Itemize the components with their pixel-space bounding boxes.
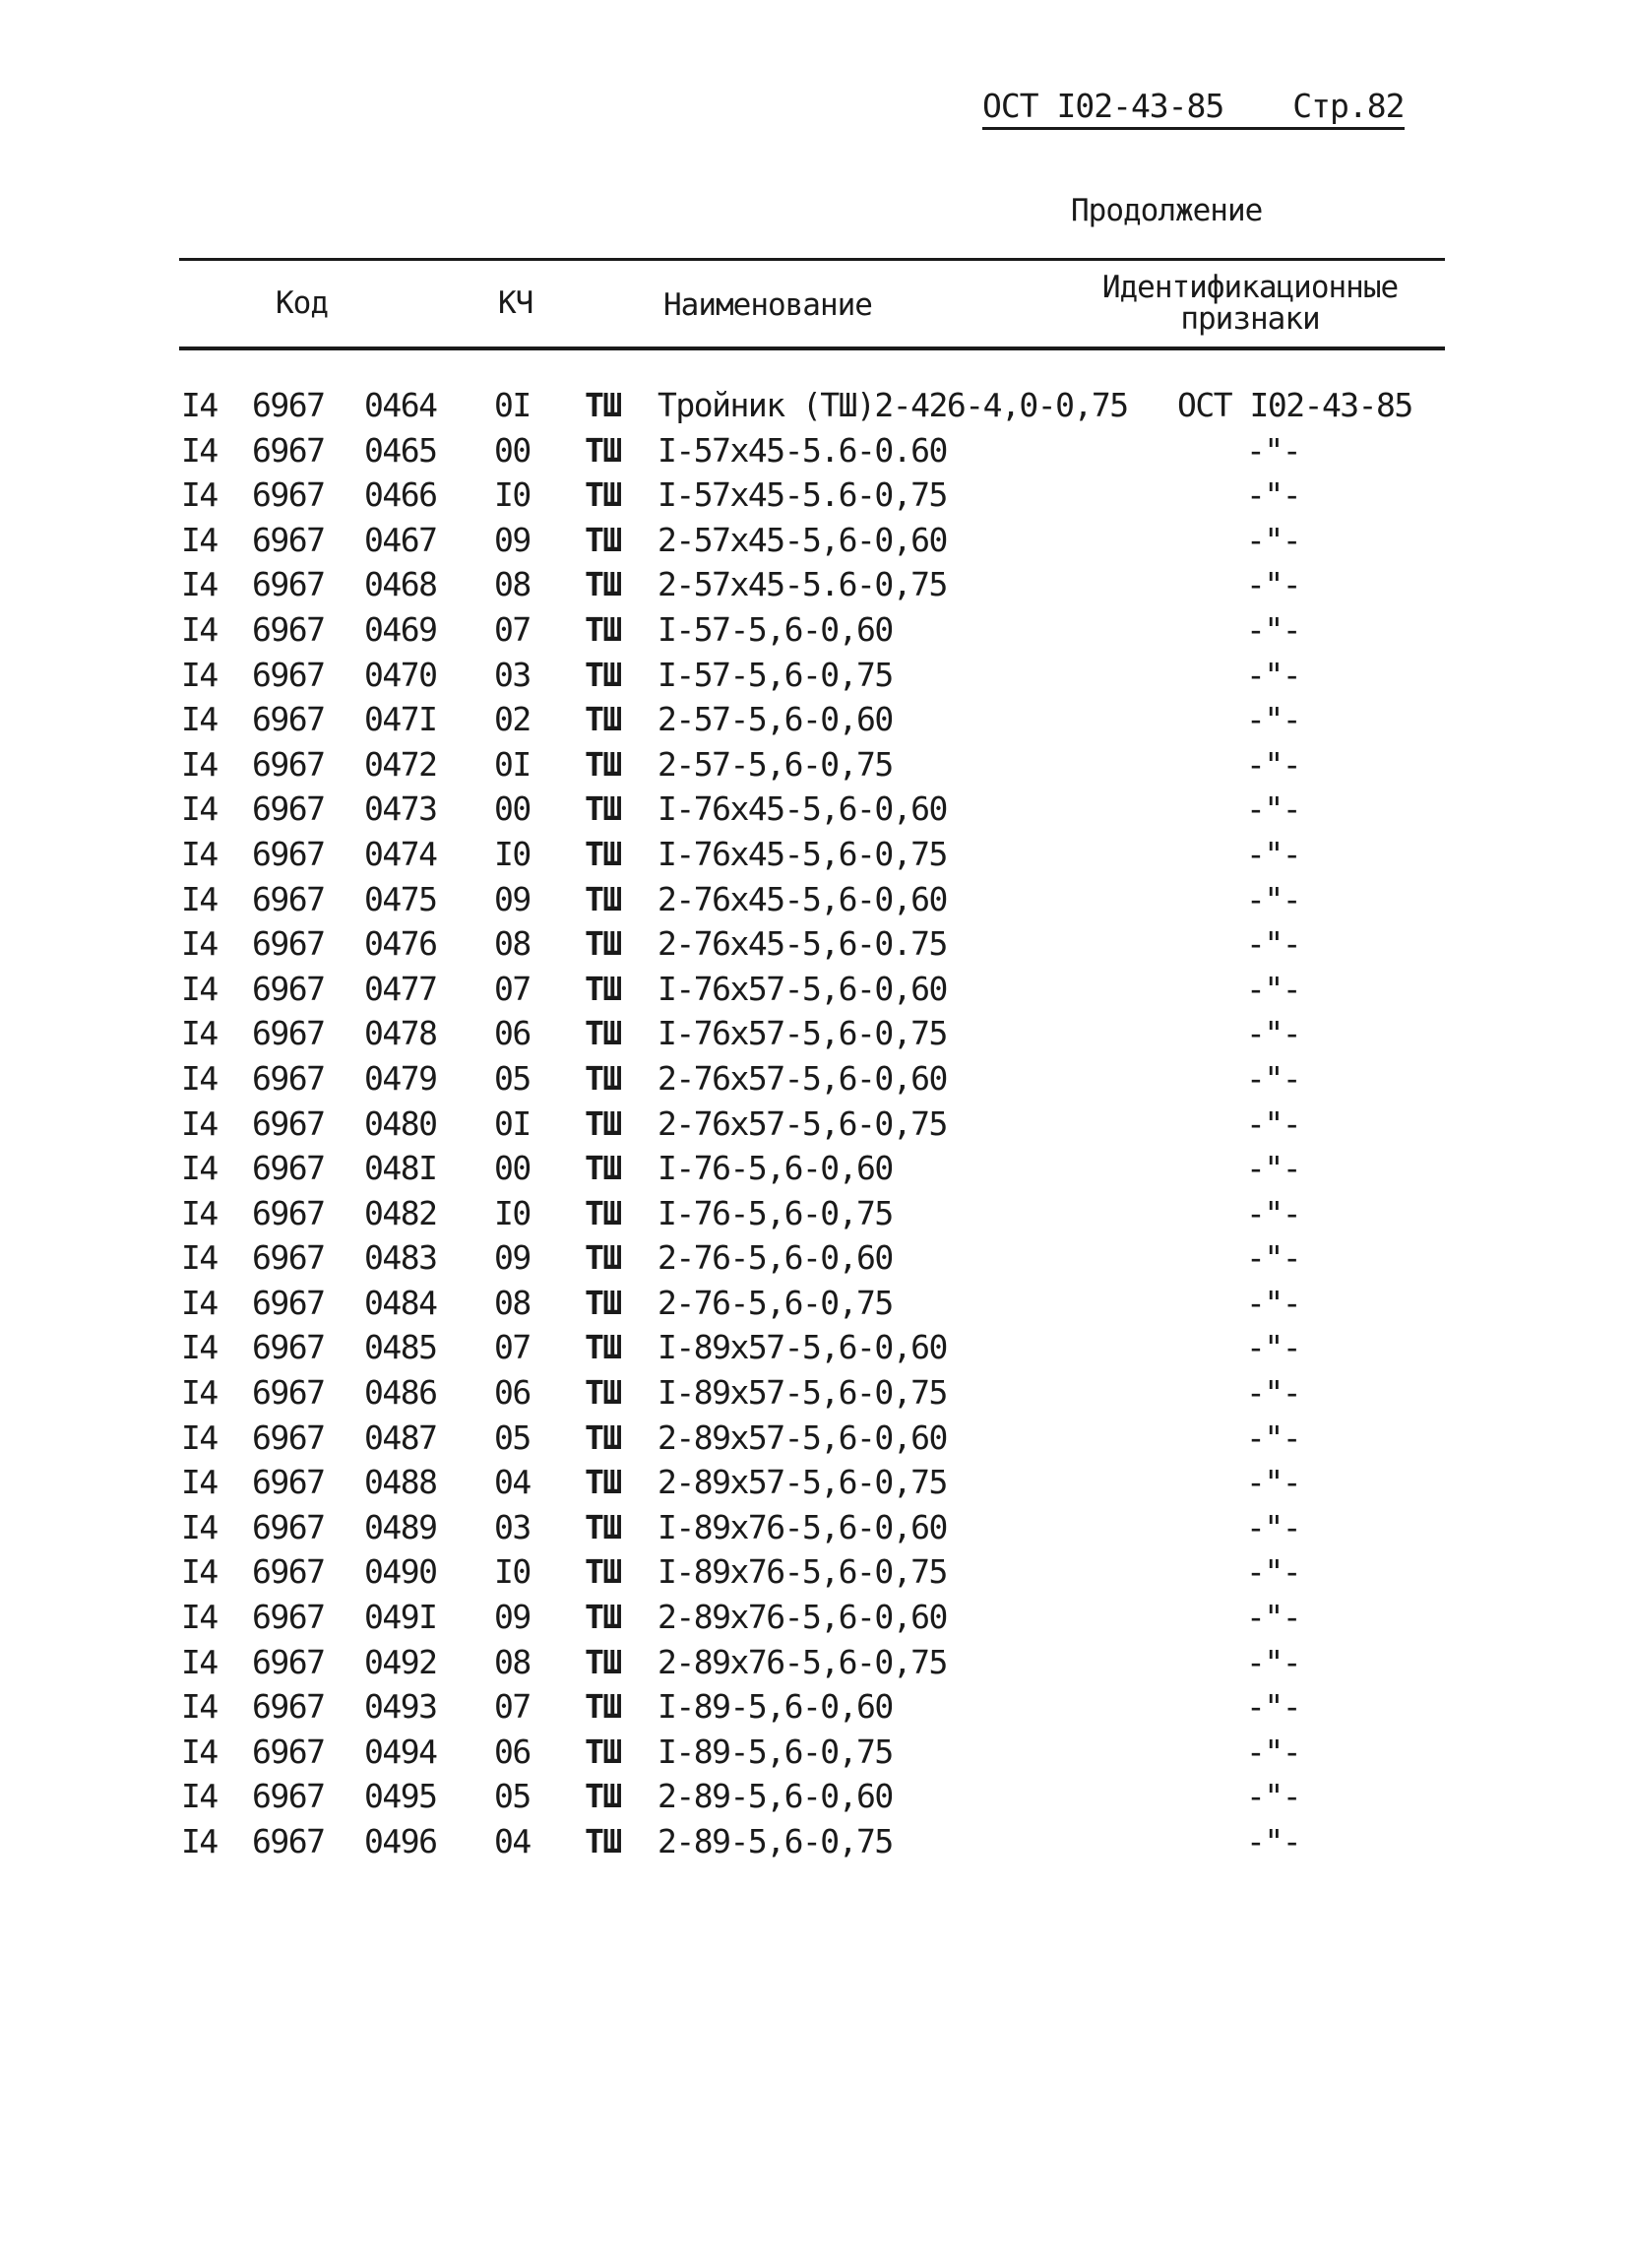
code-part-3: 0485: [364, 1328, 437, 1367]
table-row: [0, 745, 1628, 790]
item-name: 2-57-5,6-0,75: [657, 744, 893, 784]
table-row: [0, 475, 1628, 521]
kch-value: 00: [494, 430, 531, 470]
item-name: I-89-5,6-0,75: [657, 1732, 893, 1771]
column-header-ident-line2: признаки: [1180, 301, 1320, 337]
table-header-rule: [179, 346, 1445, 350]
code-part-1: I4: [181, 1149, 218, 1188]
item-name: I-57x45-5.6-0,75: [657, 475, 947, 515]
kch-value: 00: [494, 789, 531, 829]
table-row: [0, 1643, 1628, 1688]
ident-value: -"-: [1246, 1058, 1301, 1098]
kch-value: 00: [494, 1149, 531, 1188]
type-mark: ТШ: [585, 924, 621, 964]
code-part-3: 0490: [364, 1552, 437, 1592]
ident-value: -"-: [1246, 1732, 1301, 1771]
type-mark: ТШ: [585, 1328, 621, 1367]
item-name: 2-76-5,6-0,75: [657, 1283, 893, 1322]
code-part-3: 0467: [364, 520, 437, 559]
type-mark: ТШ: [585, 1642, 621, 1681]
code-part-2: 6967: [252, 1149, 325, 1188]
code-part-3: 0489: [364, 1507, 437, 1546]
kch-value: 0I: [494, 386, 531, 424]
code-part-2: 6967: [252, 1642, 325, 1681]
kch-value: 05: [494, 1777, 531, 1816]
table-row: [0, 565, 1628, 610]
ident-value: -"-: [1246, 1507, 1301, 1546]
ident-value: -"-: [1246, 879, 1301, 918]
kch-value: I0: [494, 475, 531, 515]
code-part-1: I4: [181, 520, 218, 559]
item-name: 2-76x57-5,6-0,60: [657, 1058, 947, 1098]
ident-value: ОСТ I02-43-85: [1177, 386, 1412, 424]
table-row: [0, 1822, 1628, 1867]
kch-value: 08: [494, 1283, 531, 1322]
type-mark: ТШ: [585, 1418, 621, 1457]
ident-value: -"-: [1246, 1418, 1301, 1457]
type-mark: ТШ: [585, 1822, 621, 1860]
code-part-1: I4: [181, 1238, 218, 1278]
ident-value: -"-: [1246, 1463, 1301, 1502]
ident-value: -"-: [1246, 1687, 1301, 1727]
ident-value: -"-: [1246, 744, 1301, 784]
ident-value: -"-: [1246, 1238, 1301, 1278]
ident-value: -"-: [1246, 655, 1301, 694]
kch-value: 03: [494, 655, 531, 694]
code-part-3: 047I: [364, 700, 437, 739]
type-mark: ТШ: [585, 789, 621, 829]
column-header-code: Код: [276, 285, 328, 321]
code-part-2: 6967: [252, 1283, 325, 1322]
code-part-1: I4: [181, 1463, 218, 1502]
table-row: [0, 1059, 1628, 1104]
page-number: Стр.82: [1292, 87, 1405, 125]
table-row: [0, 1238, 1628, 1284]
type-mark: ТШ: [585, 700, 621, 739]
code-part-3: 0488: [364, 1463, 437, 1502]
table-row: [0, 1687, 1628, 1732]
item-name: I-76x57-5,6-0,75: [657, 1014, 947, 1053]
kch-value: 06: [494, 1373, 531, 1413]
code-part-1: I4: [181, 1058, 218, 1098]
ident-value: -"-: [1246, 1822, 1301, 1860]
ident-value: -"-: [1246, 1193, 1301, 1232]
code-part-1: I4: [181, 834, 218, 873]
type-mark: ТШ: [585, 969, 621, 1008]
code-part-3: 0484: [364, 1283, 437, 1322]
table-top-rule: [179, 258, 1445, 261]
code-part-2: 6967: [252, 1687, 325, 1727]
code-part-1: I4: [181, 1193, 218, 1232]
ident-value: -"-: [1246, 969, 1301, 1008]
code-part-2: 6967: [252, 1238, 325, 1278]
ident-value: -"-: [1246, 1103, 1301, 1143]
item-name: I-76-5,6-0,75: [657, 1193, 893, 1232]
item-name: I-76x45-5,6-0,75: [657, 834, 947, 873]
item-name: 2-89-5,6-0,60: [657, 1777, 893, 1816]
code-part-1: I4: [181, 1328, 218, 1367]
code-part-3: 0479: [364, 1058, 437, 1098]
code-part-1: I4: [181, 1777, 218, 1816]
item-name: I-76x45-5,6-0,60: [657, 789, 947, 829]
type-mark: ТШ: [585, 520, 621, 559]
code-part-1: I4: [181, 1283, 218, 1322]
code-part-3: 0483: [364, 1238, 437, 1278]
code-part-3: 049I: [364, 1598, 437, 1637]
code-part-1: I4: [181, 475, 218, 515]
ident-value: -"-: [1246, 1552, 1301, 1592]
ident-value: -"-: [1246, 1283, 1301, 1322]
code-part-3: 0469: [364, 609, 437, 649]
code-part-2: 6967: [252, 609, 325, 649]
table-row: [0, 970, 1628, 1015]
code-part-2: 6967: [252, 744, 325, 784]
code-part-2: 6967: [252, 1103, 325, 1143]
code-part-1: I4: [181, 1418, 218, 1457]
item-name: I-89x57-5,6-0,75: [657, 1373, 947, 1413]
code-part-3: 0494: [364, 1732, 437, 1771]
table-row: [0, 431, 1628, 476]
kch-value: 09: [494, 879, 531, 918]
ident-value: -"-: [1246, 789, 1301, 829]
kch-value: 07: [494, 1328, 531, 1367]
ident-value: -"-: [1246, 475, 1301, 515]
code-part-2: 6967: [252, 1507, 325, 1546]
type-mark: ТШ: [585, 609, 621, 649]
item-name: 2-76-5,6-0,60: [657, 1238, 893, 1278]
code-part-3: 0473: [364, 789, 437, 829]
code-part-1: I4: [181, 609, 218, 649]
table-row: [0, 1373, 1628, 1418]
code-part-2: 6967: [252, 386, 325, 424]
table-row: [0, 1284, 1628, 1329]
code-part-3: 0493: [364, 1687, 437, 1727]
type-mark: ТШ: [585, 1058, 621, 1098]
table-row: [0, 1552, 1628, 1598]
code-part-2: 6967: [252, 789, 325, 829]
column-header-name: Наименование: [663, 287, 872, 323]
kch-value: 09: [494, 1598, 531, 1637]
ident-value: -"-: [1246, 1777, 1301, 1816]
ident-value: -"-: [1246, 700, 1301, 739]
code-part-1: I4: [181, 430, 218, 470]
item-name: Тройник (ТШ)2-426-4,0-0,75: [657, 386, 1128, 424]
code-part-2: 6967: [252, 475, 325, 515]
table-row: [0, 835, 1628, 880]
item-name: 2-89x57-5,6-0,75: [657, 1463, 947, 1502]
continuation-label: Продолжение: [1071, 193, 1263, 228]
item-name: I-76x57-5,6-0,60: [657, 969, 947, 1008]
kch-value: 08: [494, 924, 531, 964]
type-mark: ТШ: [585, 1598, 621, 1637]
code-part-1: I4: [181, 386, 218, 424]
ident-value: -"-: [1246, 834, 1301, 873]
code-part-1: I4: [181, 565, 218, 604]
type-mark: ТШ: [585, 1463, 621, 1502]
ident-value: -"-: [1246, 565, 1301, 604]
type-mark: ТШ: [585, 1238, 621, 1278]
kch-value: 09: [494, 1238, 531, 1278]
code-part-2: 6967: [252, 700, 325, 739]
code-part-2: 6967: [252, 1328, 325, 1367]
code-part-1: I4: [181, 1552, 218, 1592]
item-name: 2-89x76-5,6-0,75: [657, 1642, 947, 1681]
code-part-2: 6967: [252, 969, 325, 1008]
table-row: [0, 1194, 1628, 1239]
table-row: [0, 924, 1628, 970]
type-mark: ТШ: [585, 655, 621, 694]
code-part-2: 6967: [252, 1598, 325, 1637]
code-part-1: I4: [181, 1507, 218, 1546]
type-mark: ТШ: [585, 475, 621, 515]
table-row: [0, 610, 1628, 656]
kch-value: I0: [494, 834, 531, 873]
column-header-kch: КЧ: [498, 285, 533, 321]
type-mark: ТШ: [585, 1014, 621, 1053]
table-row: [0, 656, 1628, 701]
table-row: [0, 1418, 1628, 1464]
item-name: I-89x76-5,6-0,75: [657, 1552, 947, 1592]
code-part-1: I4: [181, 1103, 218, 1143]
kch-value: 06: [494, 1732, 531, 1771]
kch-value: I0: [494, 1193, 531, 1232]
code-part-3: 0465: [364, 430, 437, 470]
code-part-3: 0480: [364, 1103, 437, 1143]
column-header-ident-line1: Идентификационные: [1101, 270, 1399, 305]
type-mark: ТШ: [585, 565, 621, 604]
table-row: [0, 1598, 1628, 1643]
kch-value: 06: [494, 1014, 531, 1053]
item-name: I-89-5,6-0,60: [657, 1687, 893, 1727]
type-mark: ТШ: [585, 1777, 621, 1816]
item-name: 2-76x57-5,6-0,75: [657, 1103, 947, 1143]
table-row: [0, 789, 1628, 835]
code-part-2: 6967: [252, 1058, 325, 1098]
code-part-2: 6967: [252, 1732, 325, 1771]
code-part-3: 0466: [364, 475, 437, 515]
ident-value: -"-: [1246, 924, 1301, 964]
code-part-1: I4: [181, 1598, 218, 1637]
code-part-2: 6967: [252, 1463, 325, 1502]
table-row: [0, 1508, 1628, 1553]
code-part-3: 0468: [364, 565, 437, 604]
code-part-3: 0478: [364, 1014, 437, 1053]
code-part-2: 6967: [252, 520, 325, 559]
ident-value: -"-: [1246, 609, 1301, 649]
ident-value: -"-: [1246, 520, 1301, 559]
item-name: I-57-5,6-0,60: [657, 609, 893, 649]
kch-value: 07: [494, 969, 531, 1008]
item-name: I-89x57-5,6-0,60: [657, 1328, 947, 1367]
code-part-3: 0496: [364, 1822, 437, 1860]
kch-value: I0: [494, 1552, 531, 1592]
code-part-3: 0475: [364, 879, 437, 918]
code-part-2: 6967: [252, 1193, 325, 1232]
item-name: 2-57x45-5.6-0,75: [657, 565, 947, 604]
code-part-1: I4: [181, 924, 218, 964]
item-name: I-57-5,6-0,75: [657, 655, 893, 694]
page-header: [982, 87, 1405, 130]
ident-value: -"-: [1246, 1149, 1301, 1188]
code-part-3: 0476: [364, 924, 437, 964]
kch-value: 08: [494, 565, 531, 604]
code-part-3: 0477: [364, 969, 437, 1008]
code-part-3: 0472: [364, 744, 437, 784]
type-mark: ТШ: [585, 879, 621, 918]
item-name: 2-89x57-5,6-0,60: [657, 1418, 947, 1457]
code-part-3: 0486: [364, 1373, 437, 1413]
code-part-1: I4: [181, 969, 218, 1008]
code-part-2: 6967: [252, 879, 325, 918]
item-name: I-76-5,6-0,60: [657, 1149, 893, 1188]
code-part-2: 6967: [252, 834, 325, 873]
code-part-1: I4: [181, 700, 218, 739]
code-part-2: 6967: [252, 1418, 325, 1457]
code-part-1: I4: [181, 1822, 218, 1860]
code-part-1: I4: [181, 879, 218, 918]
table-row: [0, 1777, 1628, 1822]
table-row: [0, 880, 1628, 925]
table-row: [0, 521, 1628, 566]
type-mark: ТШ: [585, 1373, 621, 1413]
code-part-3: 0474: [364, 834, 437, 873]
code-part-3: 0464: [364, 386, 437, 424]
column-header-ident: [1083, 272, 1417, 335]
item-name: 2-57x45-5,6-0,60: [657, 520, 947, 559]
kch-value: 09: [494, 520, 531, 559]
ident-value: -"-: [1246, 1373, 1301, 1413]
code-part-2: 6967: [252, 1014, 325, 1053]
code-part-1: I4: [181, 744, 218, 784]
ident-value: -"-: [1246, 1598, 1301, 1637]
item-name: I-89x76-5,6-0,60: [657, 1507, 947, 1546]
code-part-2: 6967: [252, 1777, 325, 1816]
code-part-1: I4: [181, 1642, 218, 1681]
type-mark: ТШ: [585, 744, 621, 784]
type-mark: ТШ: [585, 1283, 621, 1322]
kch-value: 03: [494, 1507, 531, 1546]
code-part-2: 6967: [252, 430, 325, 470]
table-row: [0, 1328, 1628, 1373]
standard-number: ОСТ I02-43-85: [982, 87, 1224, 125]
type-mark: ТШ: [585, 1687, 621, 1727]
table-row: [0, 1463, 1628, 1508]
table-row: [0, 1014, 1628, 1059]
type-mark: ТШ: [585, 1507, 621, 1546]
item-name: 2-89-5,6-0,75: [657, 1822, 893, 1860]
code-part-1: I4: [181, 789, 218, 829]
item-name: 2-76x45-5,6-0,60: [657, 879, 947, 918]
ident-value: -"-: [1246, 1328, 1301, 1367]
code-part-2: 6967: [252, 924, 325, 964]
code-part-3: 0470: [364, 655, 437, 694]
kch-value: 04: [494, 1463, 531, 1502]
kch-value: 02: [494, 700, 531, 739]
code-part-2: 6967: [252, 1373, 325, 1413]
kch-value: 07: [494, 609, 531, 649]
ident-value: -"-: [1246, 430, 1301, 470]
kch-value: 0I: [494, 1103, 531, 1143]
code-part-1: I4: [181, 1687, 218, 1727]
code-part-3: 0495: [364, 1777, 437, 1816]
code-part-2: 6967: [252, 1552, 325, 1592]
kch-value: 0I: [494, 744, 531, 784]
kch-value: 05: [494, 1418, 531, 1457]
kch-value: 04: [494, 1822, 531, 1860]
type-mark: ТШ: [585, 1149, 621, 1188]
table-row: [0, 386, 1628, 431]
code-part-1: I4: [181, 1732, 218, 1771]
code-part-3: 0487: [364, 1418, 437, 1457]
code-part-3: 048I: [364, 1149, 437, 1188]
type-mark: ТШ: [585, 1552, 621, 1592]
code-part-1: I4: [181, 1014, 218, 1053]
type-mark: ТШ: [585, 834, 621, 873]
code-part-1: I4: [181, 1373, 218, 1413]
kch-value: 08: [494, 1642, 531, 1681]
ident-value: -"-: [1246, 1014, 1301, 1053]
type-mark: ТШ: [585, 1103, 621, 1143]
code-part-2: 6967: [252, 1822, 325, 1860]
type-mark: ТШ: [585, 386, 621, 424]
kch-value: 07: [494, 1687, 531, 1727]
ident-value: -"-: [1246, 1642, 1301, 1681]
type-mark: ТШ: [585, 430, 621, 470]
type-mark: ТШ: [585, 1193, 621, 1232]
table-row: [0, 1732, 1628, 1778]
type-mark: ТШ: [585, 1732, 621, 1771]
code-part-3: 0482: [364, 1193, 437, 1232]
table-body: [0, 386, 1628, 1867]
item-name: I-57x45-5.6-0.60: [657, 430, 947, 470]
code-part-1: I4: [181, 655, 218, 694]
table-row: [0, 1104, 1628, 1150]
table-row: [0, 1149, 1628, 1194]
item-name: 2-76x45-5,6-0.75: [657, 924, 947, 964]
kch-value: 05: [494, 1058, 531, 1098]
code-part-2: 6967: [252, 565, 325, 604]
table-row: [0, 700, 1628, 745]
code-part-2: 6967: [252, 655, 325, 694]
code-part-3: 0492: [364, 1642, 437, 1681]
item-name: 2-57-5,6-0,60: [657, 700, 893, 739]
item-name: 2-89x76-5,6-0,60: [657, 1598, 947, 1637]
